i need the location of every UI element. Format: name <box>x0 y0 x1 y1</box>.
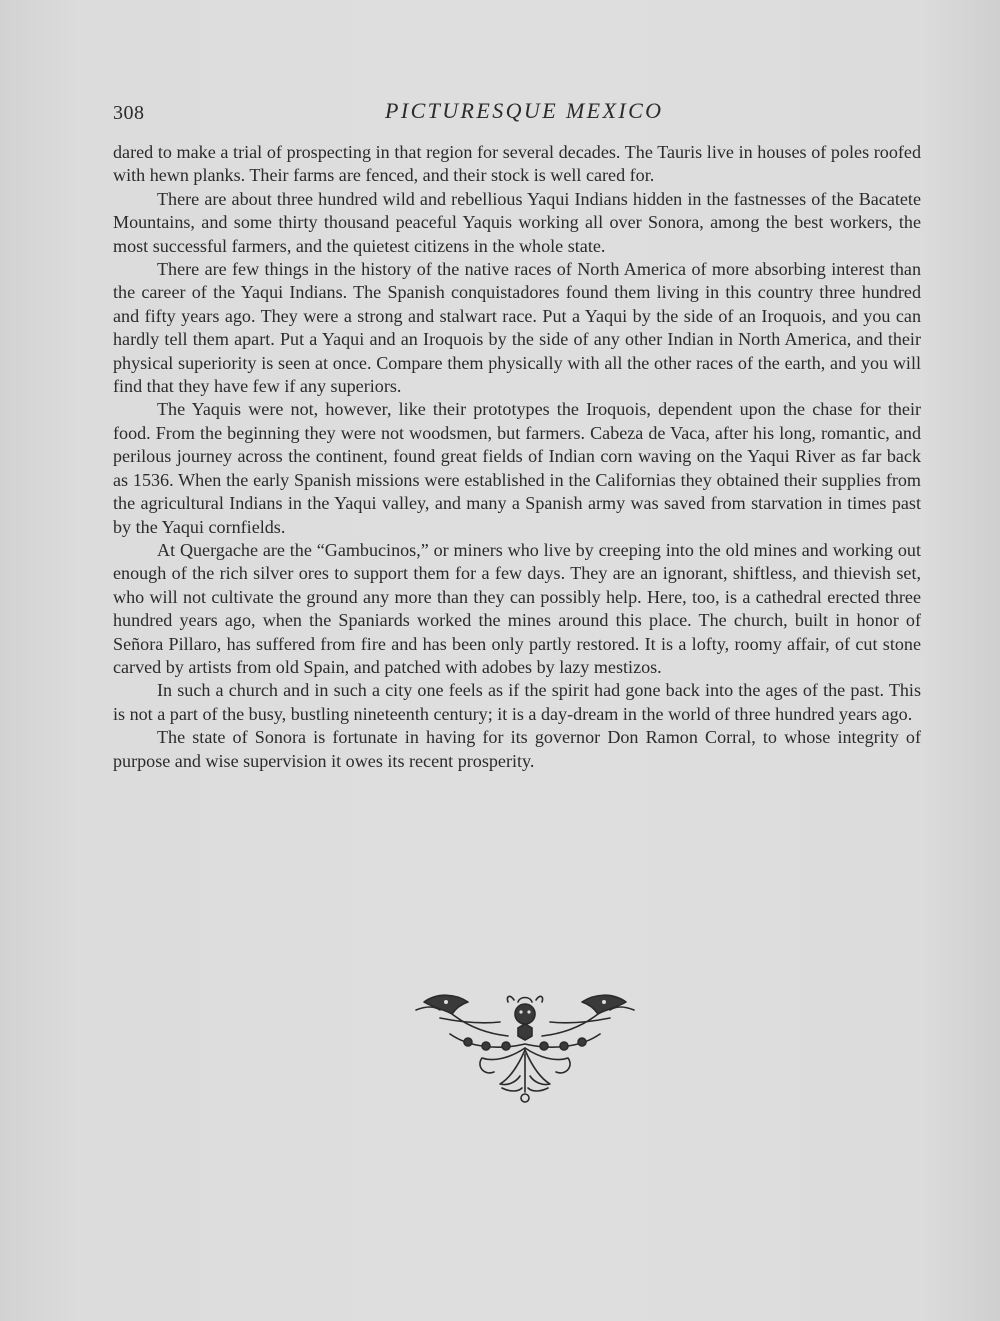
paragraph: In such a church and in such a city one feels as if the spirit had gone back into the ages of the past. This is not a part of the busy, bustling nineteenth century; it is a day-dream in the world of three hundred years ago. <box>113 680 921 724</box>
page-number: 308 <box>113 102 145 124</box>
paragraph: There are few things in the history of the native races of North America of more absorbing interest than the career of the Yaqui Indians. The Spanish conquistadores found them living in this country three hundred and fifty years ago. They were a strong and stalwart race. Put a Yaqui by the side of an Iroquois, and you can hardly tell them apart. Put a Yaqui and an Iroquois by the side of any other Indian in North America, and their physical superiority is seen at once. Compare them physically with all the other races of the earth, and you will find that they have few if any superiors. <box>113 259 921 397</box>
paragraph: At Quergache are the “Gambucinos,” or miners who live by creeping into the old mines and working out enough of the rich silver ores to support them for a few days. They are an ignorant, shiftless, and thievish set, who will not cultivate the ground any more than they can possibly help. Here, too, is a cathedral erected three hundred years ago, when the Spaniards worked the mines around this place. The church, built in honor of Señora Pillaro, has suffered from fire and has been only partly restored. It is a lofty, roomy affair, of cut stone carved by artists from old Spain, and patched with adobes by lazy mestizos. <box>113 539 921 677</box>
paragraph: dared to make a trial of prospecting in that region for several decades. The Tauris live in houses of poles roofed with hewn planks. Their farms are fenced, and their stock is well cared for. <box>113 142 921 186</box>
running-head <box>113 98 923 128</box>
body-text <box>113 141 921 773</box>
paragraph: There are about three hundred wild and rebellious Yaqui Indians hidden in the fastnesses of the Bacatete Mountains, and some thirty thousand peaceful Yaquis working all over Sonora, among the best workers, the most successful farmers, and the quietest citizens in the whole state. <box>113 188 921 256</box>
paragraph: The Yaquis were not, however, like their prototypes the Iroquois, dependent upon the chase for their food. From the beginning they were not woodsmen, but farmers. Cabeza de Vaca, after his long, romantic, and perilous journey across the continent, found great fields of Indian corn waving on the Yaqui River as far back as 1536. When the early Spanish missions were established in the Californias they obtained their supplies from the agricultural Indians in the Yaqui valley, and many a Spanish army was saved from starvation in times past by the Yaqui cornfields. <box>113 399 921 537</box>
tailpiece-ornament-icon <box>410 988 640 1106</box>
paragraph: The state of Sonora is fortunate in having for its governor Don Ramon Corral, to whose integrity of purpose and wise supervision it owes its recent prosperity. <box>113 727 921 771</box>
running-title: PICTURESQUE MEXICO <box>385 98 664 123</box>
